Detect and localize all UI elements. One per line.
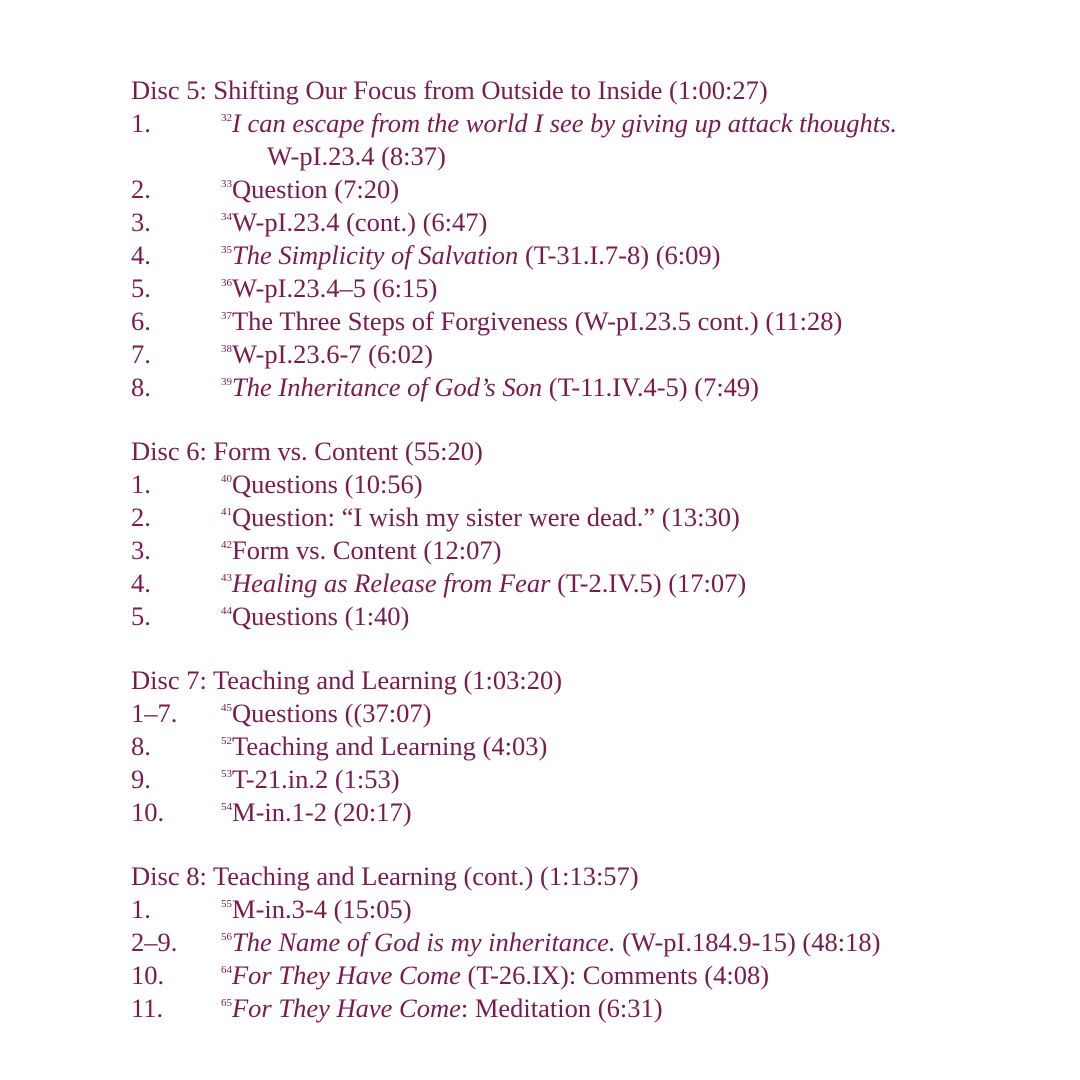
track-number: 10.: [131, 960, 165, 990]
track-details: W-pI.23.6-7 (6:02): [232, 339, 433, 369]
footnote-marker: 55: [221, 898, 232, 910]
track-row: [131, 763, 1031, 796]
track-listing: [131, 74, 1031, 1056]
track-details: (T-2.IV.5) (17:07): [550, 568, 747, 598]
track-row: [131, 567, 1031, 600]
track-details: T-21.in.2 (1:53): [232, 764, 400, 794]
track-details: Questions ((37:07): [232, 698, 432, 728]
track-row: [131, 371, 1031, 404]
track-text: [221, 926, 1031, 959]
track-number: 5.: [131, 273, 151, 303]
track-number: 6.: [131, 306, 151, 336]
footnote-marker: 39: [221, 376, 232, 388]
footnote-marker: 37: [221, 310, 232, 322]
track-number: 1.: [131, 894, 151, 924]
track-number: 4.: [131, 240, 151, 270]
track-number: 2.: [131, 502, 151, 532]
disc-title: Disc 5: Shifting Our Focus from Outside to Inside (1:00:27): [131, 75, 768, 105]
track-text: [221, 959, 1031, 992]
track-details: Form vs. Content (12:07): [232, 535, 502, 565]
track-number: 10.: [131, 797, 165, 827]
track-text: [221, 371, 1031, 404]
track-title-italic: I can escape from the world I see by giving up attack thoughts.: [232, 108, 898, 138]
track-details: M-in.1-2 (20:17): [232, 797, 412, 827]
track-number: 1.: [131, 469, 151, 499]
track-text: [221, 239, 1031, 272]
track-row: [131, 992, 1031, 1025]
footnote-marker: 38: [221, 343, 232, 355]
disc-section: [131, 860, 1031, 1025]
track-row: [131, 107, 1031, 173]
track-text: [221, 730, 1031, 763]
track-text: [221, 272, 1031, 305]
track-details: (T-31.I.7-8) (6:09): [518, 240, 721, 270]
footnote-marker: 40: [221, 473, 232, 485]
footnote-marker: 36: [221, 277, 232, 289]
track-number: 5.: [131, 601, 151, 631]
track-text: [221, 338, 1031, 371]
track-title-italic: The Inheritance of God’s Son: [232, 372, 543, 402]
footnote-marker: 34: [221, 211, 232, 223]
track-number: 1.: [131, 108, 151, 138]
footnote-marker: 32: [221, 112, 232, 124]
footnote-marker: 35: [221, 244, 232, 256]
track-row: [131, 796, 1031, 829]
footnote-marker: 52: [221, 735, 232, 747]
track-details: Teaching and Learning (4:03): [232, 731, 548, 761]
footnote-marker: 56: [221, 931, 232, 943]
track-row: [131, 534, 1031, 567]
track-number: 7.: [131, 339, 151, 369]
track-text: [221, 893, 1031, 926]
track-text: [221, 697, 1031, 730]
disc-section: [131, 74, 1031, 404]
track-text: [221, 763, 1031, 796]
track-title-italic: For They Have Come: [232, 960, 461, 990]
track-number: 11.: [131, 993, 164, 1023]
track-details: Question: “I wish my sister were dead.” (13:30): [232, 502, 740, 532]
footnote-marker: 42: [221, 539, 232, 551]
track-details: (T-11.IV.4-5) (7:49): [542, 372, 760, 402]
track-details: Questions (1:40): [232, 601, 410, 631]
track-text: [221, 796, 1031, 829]
footnote-marker: 43: [221, 572, 232, 584]
disc-title: Disc 8: Teaching and Learning (cont.) (1:13:57): [131, 861, 639, 891]
disc-section: [131, 435, 1031, 633]
track-number: 3.: [131, 535, 151, 565]
track-continuation: W-pI.23.4 (8:37): [267, 141, 446, 171]
track-row: [131, 501, 1031, 534]
track-row: [131, 926, 1031, 959]
track-row: [131, 173, 1031, 206]
track-number: 4.: [131, 568, 151, 598]
track-title-italic: Healing as Release from Fear: [232, 568, 551, 598]
disc-title: Disc 7: Teaching and Learning (1:03:20): [131, 665, 563, 695]
footnote-marker: 41: [221, 506, 232, 518]
footnote-marker: 65: [221, 997, 232, 1009]
track-text: [221, 173, 1031, 206]
track-title-italic: The Simplicity of Salvation: [232, 240, 519, 270]
track-title-italic: For They Have Come: [232, 993, 461, 1023]
track-details: The Three Steps of Forgiveness (W-pI.23.5 cont.) (11:28): [232, 306, 843, 336]
track-details: (T-26.IX): Comments (4:08): [460, 960, 770, 990]
track-text: [221, 206, 1031, 239]
track-number: 2–9.: [131, 927, 178, 957]
track-title-italic: The Name of God is my inheritance.: [232, 927, 616, 957]
track-details: (W-pI.184.9-15) (48:18): [615, 927, 881, 957]
track-row: [131, 206, 1031, 239]
track-details: W-pI.23.4–5 (6:15): [232, 273, 438, 303]
track-text: [221, 107, 1031, 173]
track-number: 1–7.: [131, 698, 178, 728]
disc-title: Disc 6: Form vs. Content (55:20): [131, 436, 483, 466]
track-row: [131, 730, 1031, 763]
footnote-marker: 54: [221, 801, 232, 813]
track-text: [221, 600, 1031, 633]
track-details: : Meditation (6:31): [460, 993, 663, 1023]
track-row: [131, 305, 1031, 338]
track-text: [221, 567, 1031, 600]
track-row: [131, 697, 1031, 730]
footnote-marker: 53: [221, 768, 232, 780]
track-row: [131, 272, 1031, 305]
track-text: [221, 501, 1031, 534]
track-details: Question (7:20): [232, 174, 400, 204]
track-row: [131, 468, 1031, 501]
track-number: 8.: [131, 372, 151, 402]
track-row: [131, 600, 1031, 633]
track-details: Questions (10:56): [232, 469, 423, 499]
track-number: 8.: [131, 731, 151, 761]
track-row: [131, 239, 1031, 272]
disc-section: [131, 664, 1031, 829]
track-details: W-pI.23.4 (cont.) (6:47): [232, 207, 488, 237]
track-text: [221, 534, 1031, 567]
track-row: [131, 959, 1031, 992]
track-row: [131, 338, 1031, 371]
footnote-marker: 33: [221, 178, 232, 190]
track-text: [221, 992, 1031, 1025]
track-row: [131, 893, 1031, 926]
footnote-marker: 64: [221, 964, 232, 976]
track-number: 3.: [131, 207, 151, 237]
track-text: [221, 468, 1031, 501]
track-text: [221, 305, 1031, 338]
track-number: 9.: [131, 764, 151, 794]
footnote-marker: 44: [221, 605, 232, 617]
track-number: 2.: [131, 174, 151, 204]
footnote-marker: 45: [221, 702, 232, 714]
track-details: M-in.3-4 (15:05): [232, 894, 412, 924]
